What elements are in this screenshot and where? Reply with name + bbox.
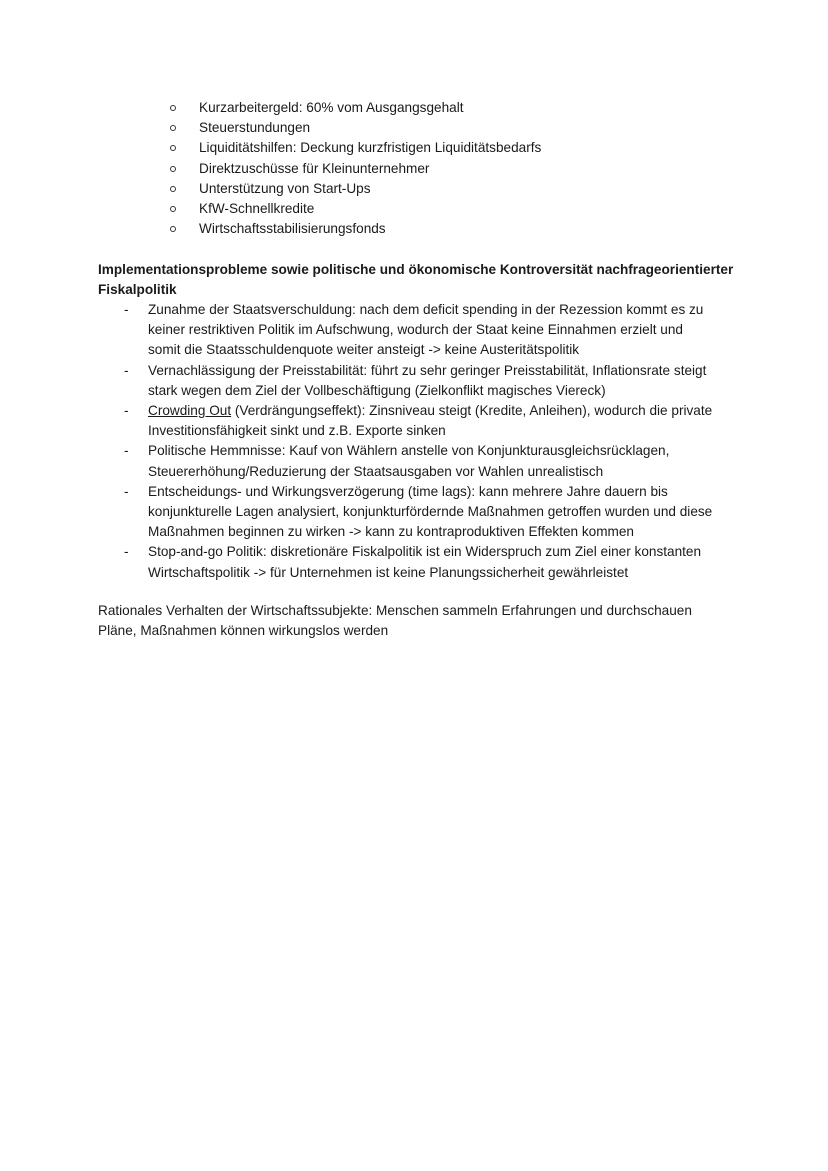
list-item-text: Direktzuschüsse für Kleinunternehmer xyxy=(199,160,430,176)
circle-bullet-icon xyxy=(170,166,176,172)
list-item-text: Politische Hemmnisse: Kauf von Wählern anstelle von Konjunkturausgleichsrücklagen, Steuererhöhung/Reduzierung der Staatsausgaben vor Wahlen unrealistisch xyxy=(148,443,670,479)
circle-bullet-icon xyxy=(170,186,176,192)
circle-bullet-icon xyxy=(170,125,176,131)
problems-list xyxy=(98,300,718,583)
list-item xyxy=(170,179,541,199)
list-item xyxy=(170,159,541,179)
section-heading: Implementationsprobleme sowie politische und ökonomische Kontroversität nachfrageorientierter Fiskalpolitik xyxy=(98,262,734,298)
dash-bullet-icon: - xyxy=(124,483,129,499)
list-item-text: Zunahme der Staatsverschuldung: nach dem deficit spending in der Rezession kommt es zu keiner restriktiven Politik im Aufschwung, wodurch der Staat keine Einnahmen erzielt und somit die Staatsschuldenquote weiter ansteigt -> keine Austeritätspolitik xyxy=(148,302,704,358)
list-item-text: (Verdrängungseffekt): Zinsniveau steigt (Kredite, Anleihen), wodurch die private Investitionsfähigkeit sinkt und z.B. Exporte sinken xyxy=(148,403,713,439)
measures-list xyxy=(170,98,541,239)
dash-bullet-icon: - xyxy=(124,362,129,378)
circle-bullet-icon xyxy=(170,226,176,232)
list-item-text: Liquiditätshilfen: Deckung kurzfristigen Liquiditätsbedarfs xyxy=(199,140,542,156)
closing-paragraph: Rationales Verhalten der Wirtschaftssubjekte: Menschen sammeln Erfahrungen und durchschauen Pläne, Maßnahmen können wirkungslos werden xyxy=(98,603,692,639)
list-item xyxy=(170,199,541,219)
list-item-text: Stop-and-go Politik: diskretionäre Fiskalpolitik ist ein Widerspruch zum Ziel einer konstanten Wirtschaftspolitik -> für Unternehmen ist keine Planungssicherheit gewährleistet xyxy=(148,544,702,580)
list-item xyxy=(98,482,718,543)
list-item xyxy=(170,219,541,239)
circle-bullet-icon xyxy=(170,145,176,151)
list-item-text: Unterstützung von Start-Ups xyxy=(199,180,371,196)
list-item-text: Steuerstundungen xyxy=(199,120,311,136)
list-item-text: Vernachlässigung der Preisstabilität: führt zu sehr geringer Preisstabilität, Inflationsrate steigt stark wegen dem Ziel der Vollbeschäftigung (Zielkonflikt magisches Viereck) xyxy=(148,362,707,398)
list-item-text: Kurzarbeitergeld: 60% vom Ausgangsgehalt xyxy=(199,100,464,115)
circle-bullet-icon xyxy=(170,206,176,212)
dash-bullet-icon: - xyxy=(124,544,129,560)
list-item xyxy=(98,300,718,361)
list-item-text: Entscheidungs- und Wirkungsverzögerung (time lags): kann mehrere Jahre dauern bis konjunkturelle Lagen analysiert, konjunkturfördernde Maßnahmen getroffen wurden und diese Maßnahmen beginnen zu wirken -> kann zu kontraproduktiven Effekten kommen xyxy=(148,483,713,540)
list-item-text: Wirtschaftsstabilisierungsfonds xyxy=(199,221,386,237)
list-item-text: KfW-Schnellkredite xyxy=(199,200,315,216)
dash-bullet-icon: - xyxy=(124,302,129,317)
list-item xyxy=(98,441,718,481)
dash-bullet-icon: - xyxy=(124,403,129,419)
list-item xyxy=(170,118,541,138)
list-item xyxy=(98,542,718,582)
circle-bullet-icon xyxy=(170,105,176,111)
dash-bullet-icon: - xyxy=(124,443,129,459)
list-item xyxy=(98,401,718,441)
list-item xyxy=(98,361,718,401)
list-item xyxy=(170,98,541,118)
list-item xyxy=(170,138,541,158)
crowding-out-term: Crowding Out xyxy=(148,403,232,419)
